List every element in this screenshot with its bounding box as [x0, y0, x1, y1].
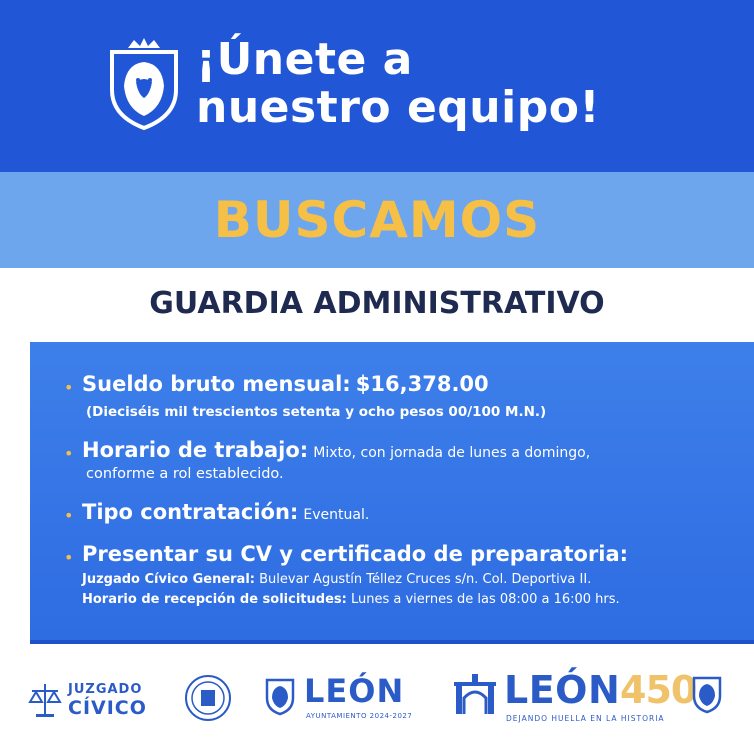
- header-banner: [0, 0, 754, 172]
- cv-address: [82, 572, 591, 587]
- cv-hours-text: Lunes a viernes de las 08:00 a 16:00 hrs.: [350, 592, 620, 607]
- bullet-icon: •: [64, 378, 74, 397]
- contract-label: Tipo contratación:: [82, 500, 299, 524]
- title-line-2: nuestro equipo!: [196, 82, 600, 133]
- scales-icon: [28, 682, 62, 718]
- cv-label: Presentar su CV y certificado de preparatoria:: [82, 542, 629, 566]
- bullet-icon: •: [64, 548, 74, 567]
- salary-label: Sueldo bruto mensual:: [82, 372, 351, 396]
- juzgado-text: JUZGADO: [68, 682, 143, 697]
- cv-address-text: Bulevar Agustín Téllez Cruces s/n. Col. Deportiva II.: [259, 572, 592, 587]
- buscamos-band: [0, 172, 754, 268]
- leon-ayuntamiento-logo: [264, 672, 414, 726]
- schedule-value: Mixto, con jornada de lunes a domingo,: [313, 445, 591, 461]
- cv-hours-label: Horario de recepción de solicitudes:: [82, 592, 347, 607]
- leon450-subtitle: DEJANDO HUELLA EN LA HISTORIA: [506, 714, 665, 723]
- city-seal-icon: [184, 674, 232, 722]
- contract-value: Eventual.: [303, 507, 370, 523]
- footer-logos: [0, 646, 754, 754]
- lion-shield-icon: [264, 676, 296, 716]
- salary-value: $16,378.00: [355, 372, 489, 396]
- bullet-icon: •: [64, 506, 74, 525]
- arch-icon: [452, 674, 498, 714]
- cv-hours: [82, 592, 620, 607]
- civico-text: CÍVICO: [68, 697, 147, 719]
- buscamos-text: BUSCAMOS: [213, 191, 541, 249]
- cv-address-label: Juzgado Cívico General:: [82, 572, 255, 587]
- position-band: [0, 268, 754, 342]
- juzgado-civico-logo: [28, 680, 154, 724]
- leon-450-logo: [452, 668, 722, 728]
- bullet-icon: •: [64, 444, 74, 463]
- leon-subtitle: AYUNTAMIENTO 2024-2027: [306, 712, 413, 720]
- lion-crest-icon: [104, 38, 184, 132]
- page-title: [196, 36, 600, 132]
- schedule-note: conforme a rol establecido.: [86, 466, 284, 482]
- schedule-label: Horario de trabajo:: [82, 438, 309, 462]
- position-title: GUARDIA ADMINISTRATIVO: [149, 286, 605, 321]
- lion-shield-icon: [692, 674, 722, 714]
- leon450-title: LEÓN: [504, 668, 621, 712]
- leon450-number: 450: [620, 668, 697, 712]
- title-line-1: ¡Únete a: [196, 34, 413, 85]
- salary-note: (Dieciséis mil trescientos setenta y ocho pesos 00/100 M.N.): [86, 404, 547, 420]
- info-panel: [30, 342, 754, 644]
- leon-title: LEÓN: [304, 672, 405, 710]
